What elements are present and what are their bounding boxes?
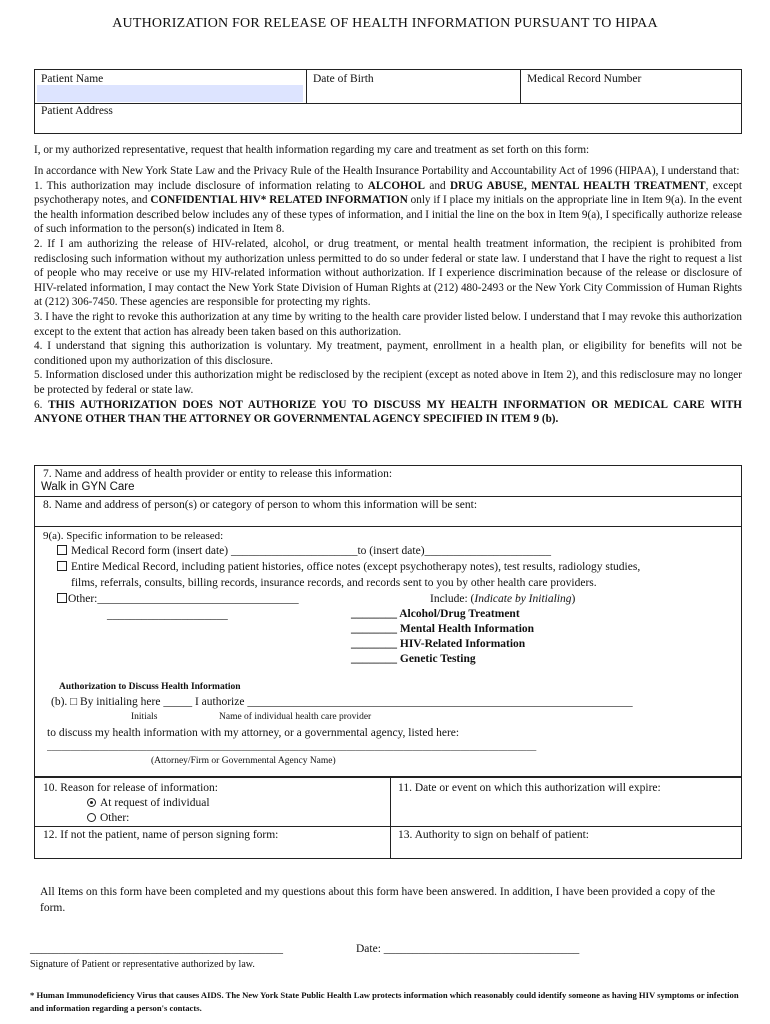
section-7-value[interactable]: Walk in GYN Care [41,481,135,493]
patient-name-field[interactable] [37,85,303,102]
section-12-label: 12. If not the patient, name of person signing form: [43,829,279,841]
mrn-label: Medical Record Number [527,73,642,85]
include-label: Include: (Indicate by Initialing) [430,593,576,605]
hiv-footnote: * Human Immunodeficiency Virus that causes AIDS. The New York State Public Health Law protects information which reasonably could identify someone as having HIV symptoms or infection and information regarding a person's contacts. [30,990,739,1013]
mrn-cell [521,70,741,104]
initials-caption: Initials [131,712,158,722]
page-title: AUTHORIZATION FOR RELEASE OF HEALTH INFORMATION PURSUANT TO HIPAA [112,16,658,31]
option-medical-record-form[interactable]: Medical Record form (insert date) ______________________to (insert date)______________________ [57,545,551,557]
section-11-label: 11. Date or event on which this authorization will expire: [398,782,661,794]
item-6: 6. THIS AUTHORIZATION DOES NOT AUTHORIZE YOU TO DISCUSS MY HEALTH INFORMATION OR MEDICAL CARE WITH ANYONE OTHER THAN THE ATTORNEY OR GOVERNMENTAL AGENCY SPECIFIED IN ITEM 9 (b). [34,398,743,426]
auth-discuss-heading: Authorization to Discuss Health Information [59,682,241,692]
include-hiv-related[interactable]: ________ HIV-Related Information [351,638,526,650]
intro-text: I, or my authorized representative, request that health information regarding my care and treatment as set forth on this form: [34,144,590,156]
main-paragraph: In accordance with New York State Law and the Privacy Rule of the Health Insurance Portability and Accountability Act of 1996 (HIPAA), I understand that: [34,165,740,177]
option-entire-record-cont: films, referrals, consults, billing records, insurance records, and records sent to you by other health care providers. [71,577,597,589]
reason-at-request[interactable]: At request of individual [87,797,210,809]
section-13-label: 13. Authority to sign on behalf of patient: [398,829,590,841]
section-8-label: 8. Name and address of person(s) or category of person to whom this information will be sent: [43,499,478,511]
reason-other[interactable]: Other: [87,812,129,824]
checkbox[interactable] [57,545,67,555]
patient-name-label: Patient Name [41,73,104,85]
provider-name-caption: Name of individual health care provider [219,712,372,722]
discuss-text: to discuss my health information with my attorney, or a governmental agency, listed here: [47,727,460,739]
other-line-2: _____________________ [107,609,228,621]
radio-selected[interactable] [87,798,96,807]
section-9b-line[interactable]: (b). □ By initialing here _____ I authorize ___________________________________________________________________ [51,696,633,708]
divider [35,496,741,497]
section-10-label: 10. Reason for release of information: [43,782,218,794]
form-box-7-9 [34,465,742,777]
attorney-line[interactable]: _______________________________________________________________________________________________________ [47,743,537,753]
patient-info-box [34,69,742,134]
divider [35,526,741,527]
checkbox[interactable] [57,561,67,571]
item-3: 3. I have the right to revoke this authorization at any time by writing to the health care provider listed below. I understand that I may revoke this authorization except to the extent that action has already been taken based on this authorization. [34,310,742,338]
item-2: 2. If I am authorizing the release of HIV-related, alcohol, or drug treatment, or mental health treatment information, the recipient is prohibited from redisclosing such information without my authorization unless permitted to do so under federal or state law. I understand that I have the right to request a list of people who may receive or use my HIV-related information without authorization. If I experience discrimination because of the release or disclosure of HIV-related information, I may contact the New York State Division of Human Rights at (212) 480-2493 or the New York City Commission of Human Rights at (212) 306-7450. These agencies are responsible for protecting my rights. [34,237,742,309]
item-1: 1. This authorization may include disclosure of information relating to ALCOHOL and DRUG ABUSE, MENTAL HEALTH TREATMENT, except psychotherapy notes, and CONFIDENTIAL HIV* RELATED INFORMATION only if I place my initials on the appropriate line in Item 9(a). In the event the health information described below includes any of these types of information, and I initial the line on the box in Item 9(a), I specifically authorize release of such information to the person(s) indicated in Item 8. [34,179,743,236]
signature-label: Signature of Patient or representative authorized by law. [30,959,255,970]
dob-cell [307,70,521,104]
legal-text [34,164,742,427]
patient-address-label: Patient Address [41,105,113,117]
option-other[interactable]: Other:___________________________________ [57,593,299,605]
section-7-label: 7. Name and address of health provider or entity to release this information: [43,468,393,480]
signature-line[interactable]: ____________________________________________ [30,943,283,955]
vertical-divider [390,778,391,858]
checkbox[interactable] [57,593,67,603]
patient-name-cell [35,70,307,104]
include-mental-health[interactable]: ________ Mental Health Information [351,623,535,635]
date-field[interactable]: Date: __________________________________ [356,943,580,955]
dob-label: Date of Birth [313,73,374,85]
item-5: 5. Information disclosed under this authorization might be redisclosed by the recipient (except as noted above in Item 2), and this redisclosure may no longer be protected by federal or state law. [34,369,742,396]
include-genetic-testing[interactable]: ________ Genetic Testing [351,653,476,665]
item-4: 4. I understand that signing this authorization is voluntary. My treatment, payment, enrollment in a health plan, or eligibility for benefits will not be conditioned upon my authorization of this disclosure. [34,340,742,367]
attorney-caption: (Attorney/Firm or Governmental Agency Name) [151,756,336,766]
section-9a-heading: 9(a). Specific information to be released: [43,530,224,542]
radio[interactable] [87,813,96,822]
completion-statement: All Items on this form have been completed and my questions about this form have been answered. In addition, I have been provided a copy of the form. [40,886,716,914]
form-box-10-13 [34,777,742,859]
include-alcohol-drug[interactable]: ________ Alcohol/Drug Treatment [351,608,520,620]
option-entire-record[interactable]: Entire Medical Record, including patient histories, office notes (except psychotherapy notes), test results, radiology studies, [57,561,640,573]
horizontal-divider [35,826,741,827]
